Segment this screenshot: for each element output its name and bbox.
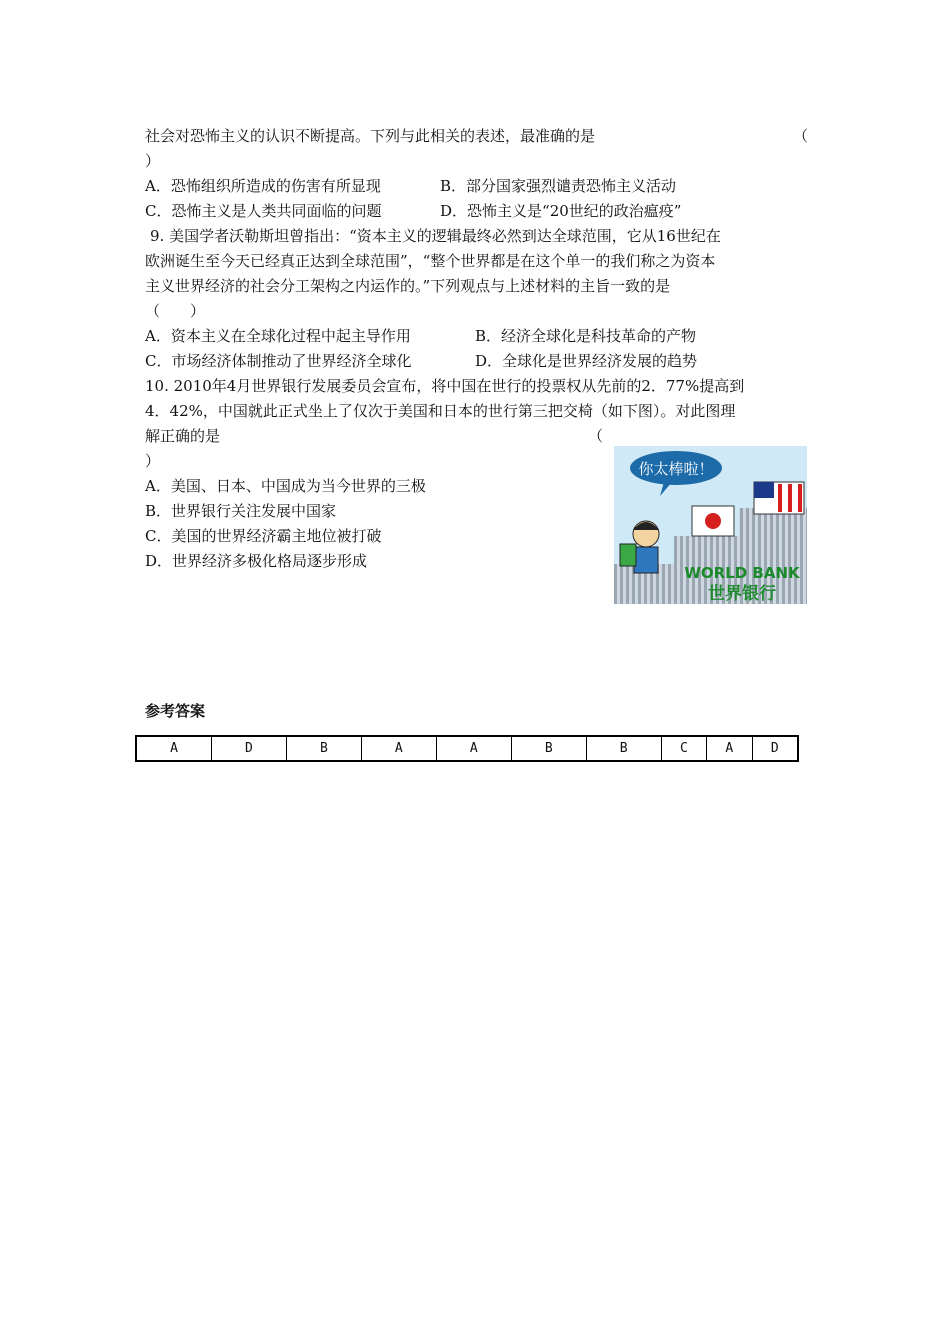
answers-heading: 参考答案 <box>145 702 206 720</box>
answer-cell-6: B <box>511 736 586 761</box>
q9-option-a: A．资本主义在全球化过程中起主导作用 <box>145 327 411 345</box>
answer-cell-5: A <box>436 736 511 761</box>
q10-option-b: B．世界银行关注发展中国家 <box>145 502 337 520</box>
q8-paren-open: （ <box>793 127 809 145</box>
speech-text: 你太棒啦！ <box>638 460 714 478</box>
q8-option-c: C．恐怖主义是人类共同面临的问题 <box>145 202 382 220</box>
q9-option-c: C．市场经济体制推动了世界经济全球化 <box>145 352 412 370</box>
money-icon <box>620 544 636 566</box>
answer-cell-4: A <box>361 736 436 761</box>
q10-option-c: C．美国的世界经济霸主地位被打破 <box>145 527 382 545</box>
q10-line-3: 解正确的是 <box>145 427 221 445</box>
sign-chinese: 世界银行 <box>708 584 776 604</box>
q10-line-2: 4．42%，中国就此正式坐上了仅次于美国和日本的世行第三把交椅（如下图）。对此图理 <box>145 402 736 420</box>
answer-cell-2: D <box>211 736 286 761</box>
answer-cell-8: C <box>661 736 706 761</box>
q10-paren-open: （ <box>588 427 604 445</box>
answer-cell-1: A <box>136 736 211 761</box>
cartoon-drawing <box>614 446 807 604</box>
world-bank-cartoon <box>614 446 807 604</box>
q9-option-d: D．全球化是世界经济发展的趋势 <box>475 352 698 370</box>
q9-paren: （ ） <box>145 302 206 320</box>
q10-option-a: A．美国、日本、中国成为当今世界的三极 <box>145 477 426 495</box>
q8-stem: 社会对恐怖主义的认识不断提高。下列与此相关的表述，最准确的是 <box>145 127 596 145</box>
q9-line-1: 9. 美国学者沃勒斯坦曾指出：“资本主义的逻辑最终必然到达全球范围，它从16世纪在 <box>150 227 721 245</box>
sign-english: WORLD BANK <box>684 564 800 582</box>
answer-cell-10: D <box>752 736 798 761</box>
q8-option-b: B．部分国家强烈谴责恐怖主义活动 <box>440 177 677 195</box>
q9-line-2: 欧洲诞生至今天已经真正达到全球范围”，“整个世界都是在这个单一的我们称之为资本 <box>145 252 716 270</box>
q10-option-d: D．世界经济多极化格局逐步形成 <box>145 552 368 570</box>
q9-line-3: 主义世界经济的社会分工架构之内运作的。”下列观点与上述材料的主旨一致的是 <box>145 277 671 295</box>
q10-line-1: 10. 2010年4月世界银行发展委员会宣布，将中国在世行的投票权从先前的2．77%提高到 <box>145 377 745 395</box>
answer-cell-9: A <box>707 736 752 761</box>
q10-paren-close: ） <box>145 452 161 470</box>
q9-option-b: B．经济全球化是科技革命的产物 <box>475 327 697 345</box>
q8-option-d: D．恐怖主义是“20世纪的政治瘟疫” <box>440 202 682 220</box>
answer-cell-7: B <box>586 736 661 761</box>
answer-cell-3: B <box>286 736 361 761</box>
q8-paren-close: ） <box>145 152 161 170</box>
table-row <box>136 736 798 761</box>
answers-table <box>135 735 799 762</box>
q8-option-a: A．恐怖组织所造成的伤害有所显现 <box>145 177 381 195</box>
